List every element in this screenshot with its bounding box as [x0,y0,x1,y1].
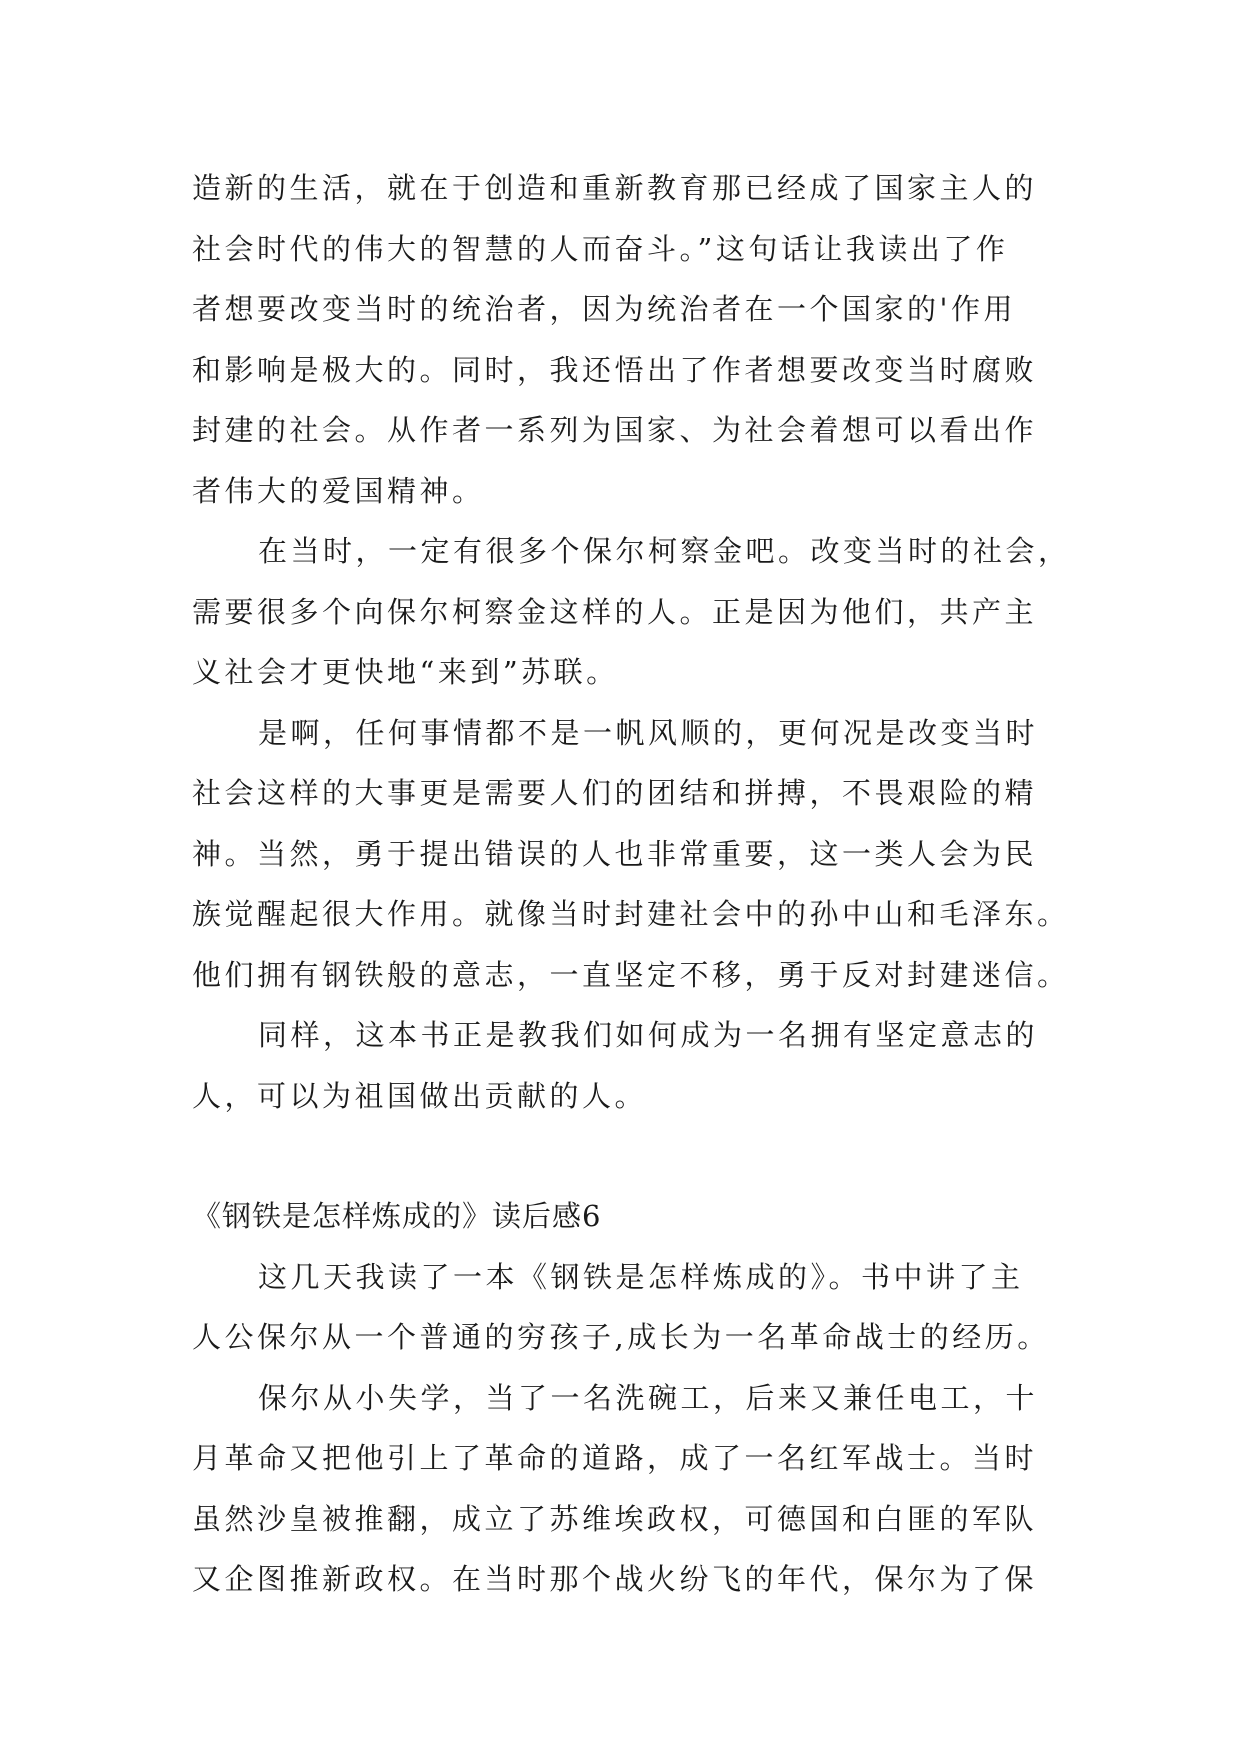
text-line: 社会这样的大事更是需要人们的团结和拼搏，不畏艰险的精 [192,776,1038,810]
paragraph-2 [192,521,1071,703]
text-line: 保尔从小失学，当了一名洗碗工，后来又兼任电工，十 [258,1380,1039,1415]
section-heading: 《钢铁是怎样炼成的》读后感6 [192,1199,602,1233]
text-line: 义社会才更快地“来到”苏联。 [192,655,619,689]
text-line: 是啊，任何事情都不是一帆风顺的，更何况是改变当时 [258,715,1039,750]
text-line: 月革命又把他引上了革命的道路，成了一名红军战士。当时 [192,1441,1038,1475]
paragraph-4 [192,1005,1052,1126]
text-line: 他们拥有钢铁般的意志，一直坚定不移，勇于反对封建迷信。 [192,957,1070,992]
text-line: 又企图推新政权。在当时那个战火纷飞的年代，保尔为了保 [192,1562,1038,1596]
text-line: 者想要改变当时的统治者，因为统治者在一个国家的'作用 [192,292,1016,326]
paragraph-3 [192,703,1070,1006]
text-line: 同样，这本书正是教我们如何成为一名拥有坚定意志的 [258,1018,1039,1052]
text-line: 社会时代的伟大的智慧的人而奋斗。”这句话让我读出了作 [192,231,1009,266]
paragraph-6 [192,1368,1052,1610]
section-spacer [192,1126,1052,1186]
text-line: 虽然沙皇被推翻，成立了苏维埃政权，可德国和白匪的军队 [192,1501,1038,1536]
paragraph-1 [192,158,1052,521]
paragraph-5 [192,1247,1052,1368]
text-line: 在当时，一定有很多个保尔柯察金吧。改变当时的社会， [258,534,1071,568]
text-line: 封建的社会。从作者一系列为国家、为社会着想可以看出作 [192,413,1038,447]
text-line: 造新的生活，就在于创造和重新教育那已经成了国家主人的 [192,171,1038,205]
text-line: 族觉醒起很大作用。就像当时封建社会中的孙中山和毛泽东。 [192,897,1070,931]
text-line: 神。当然，勇于提出错误的人也非常重要，这一类人会为民 [192,836,1038,871]
text-line: 人公保尔从一个普通的穷孩子,成长为一名革命战士的经历。 [192,1320,1050,1354]
text-line: 者伟大的爱国精神。 [192,473,485,508]
text-line: 需要很多个向保尔柯察金这样的人。正是因为他们，共产主 [192,594,1038,629]
text-line: 人，可以为祖国做出贡献的人。 [192,1078,648,1113]
document-body [192,158,1071,1610]
text-line: 这几天我读了一本《钢铁是怎样炼成的》。书中讲了主 [258,1259,1024,1294]
text-line: 和影响是极大的。同时，我还悟出了作者想要改变当时腐败 [192,352,1038,387]
